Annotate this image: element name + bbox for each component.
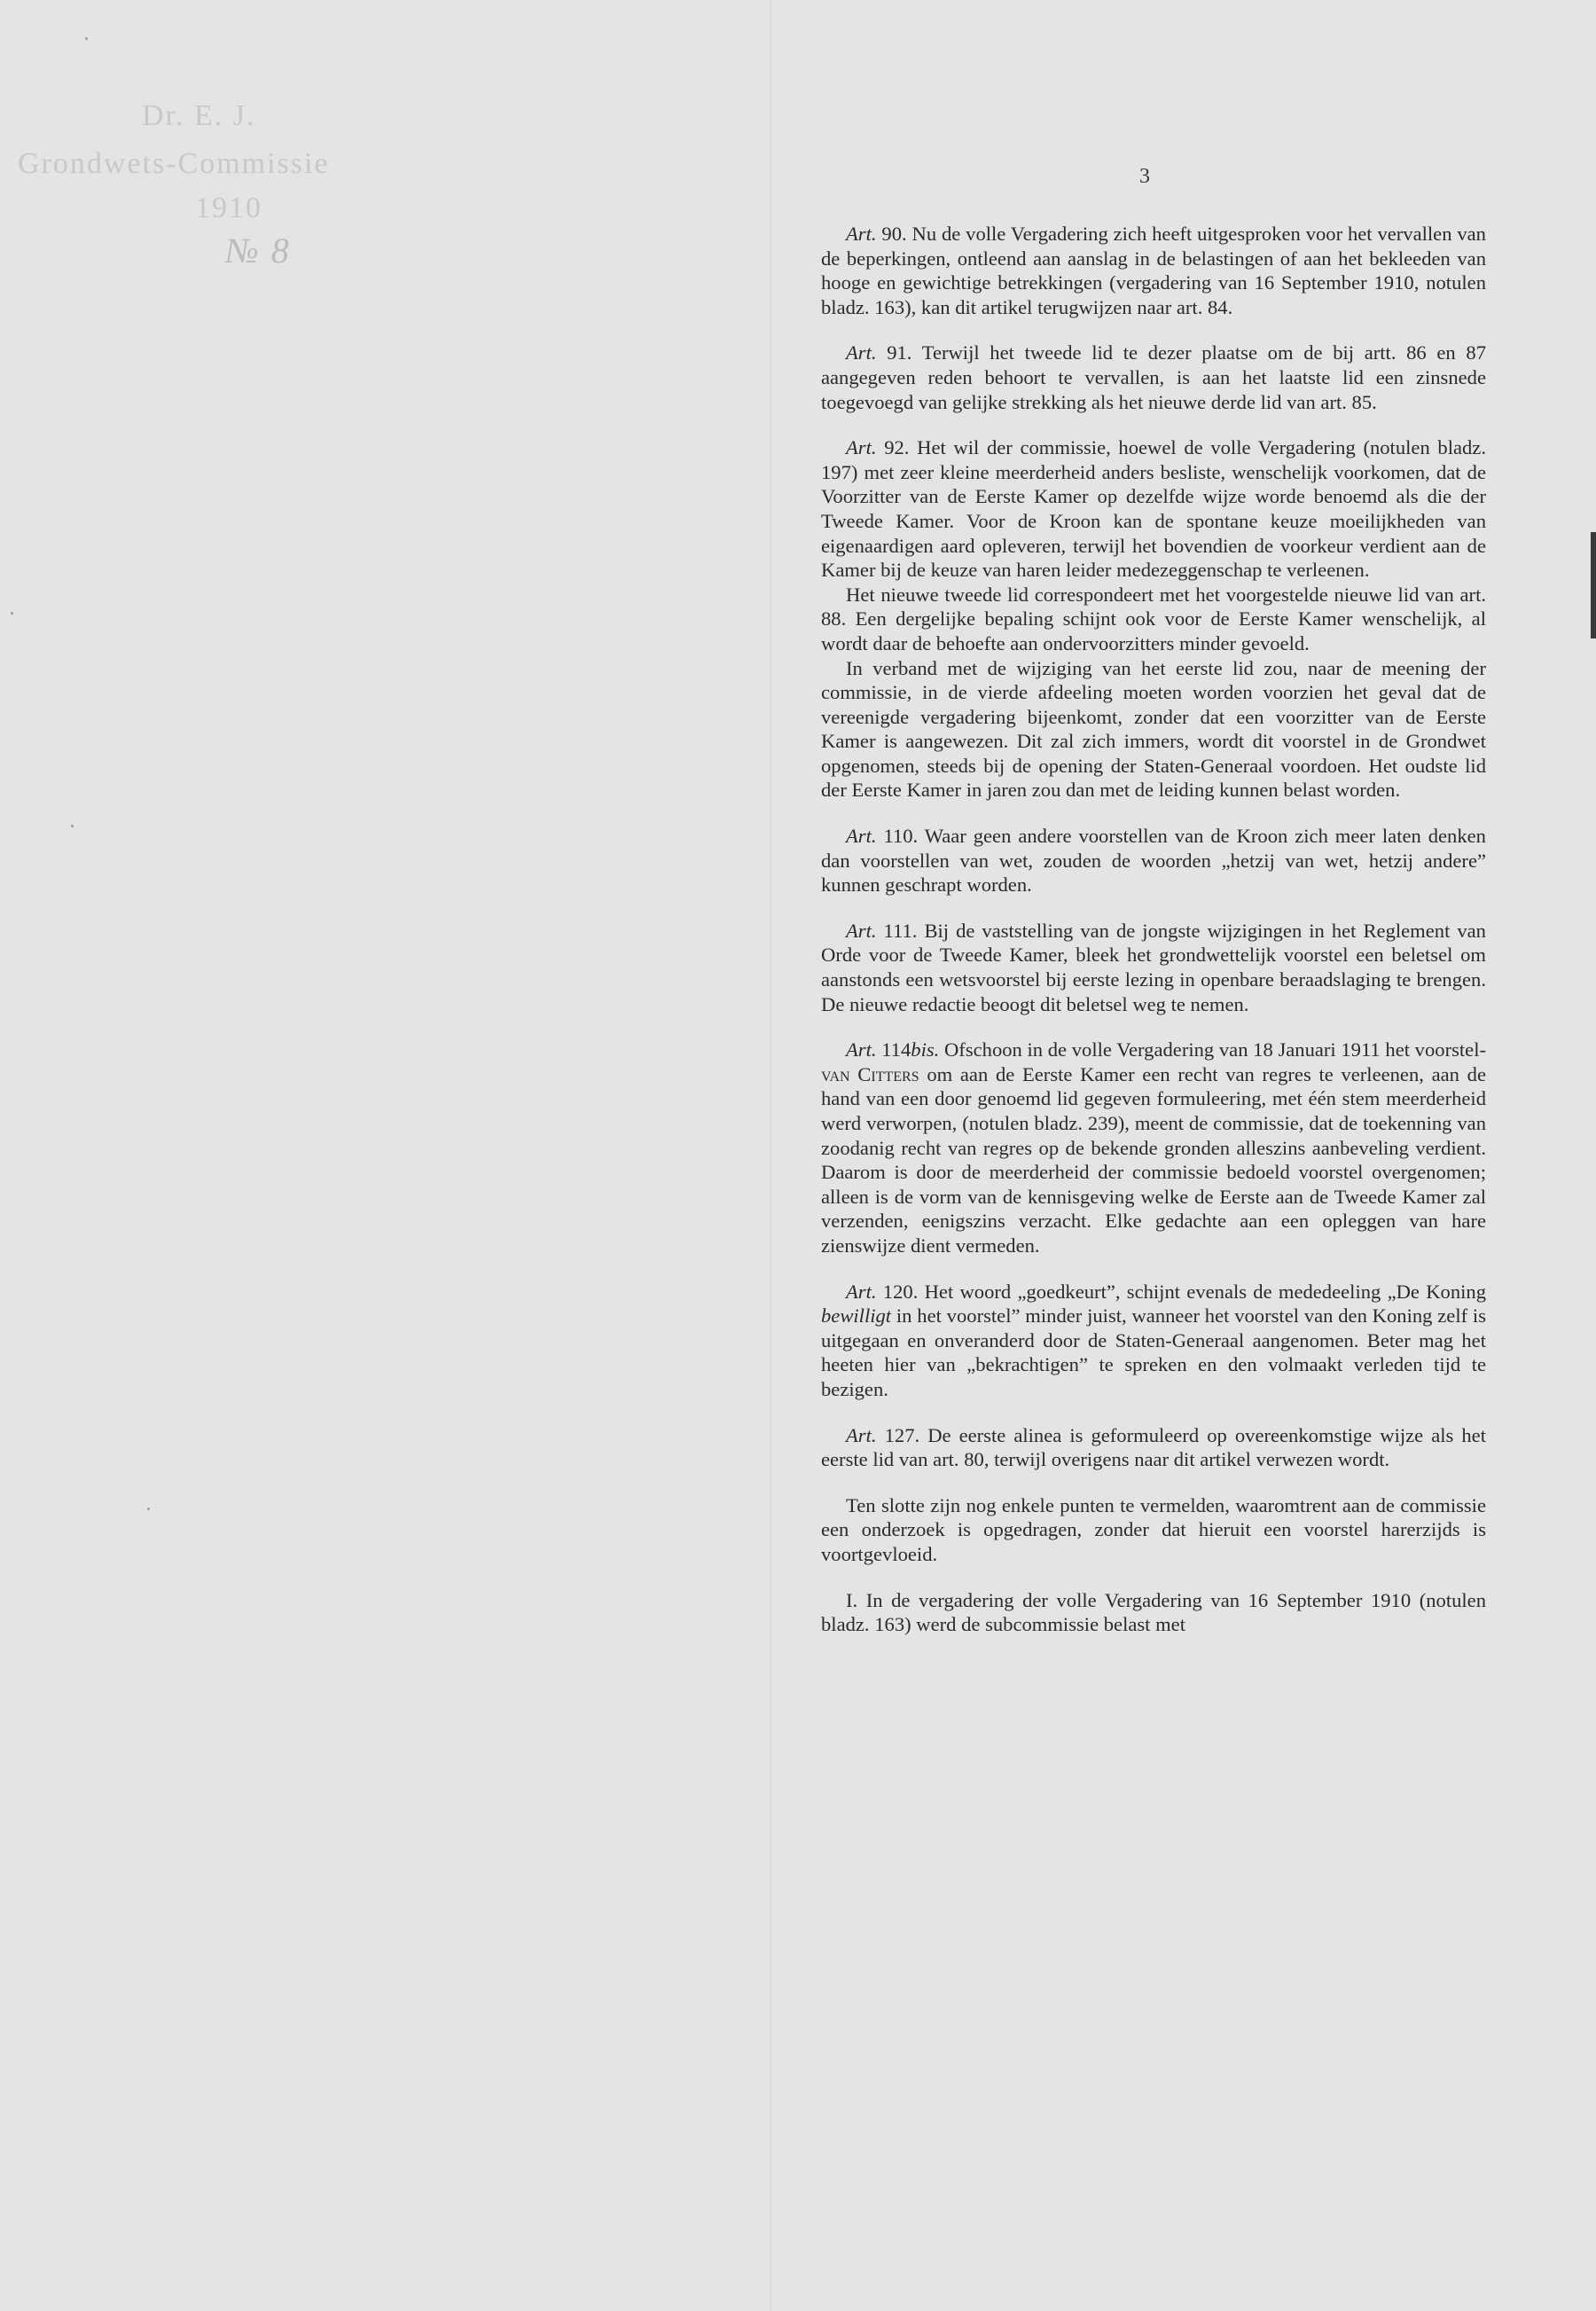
paragraph-art-114bis [821, 1038, 1486, 1257]
paragraph-art-92-cont-1 [821, 583, 1486, 656]
page-number: 3 [1139, 165, 1150, 188]
article-number: 111. [883, 919, 918, 942]
paragraph-text: Nu de volle Vergadering zich heeft uitgesproken voor het vervallen van de beperkingen, ontleend aan aanslag in de belastingen of aan het bekleeden van hooge en gewichtige betrekkingen (vergadering van 16 September 1910, notulen bladz. 163), kan dit artikel terugwijzen naar art. 84. [821, 223, 1486, 318]
paragraph-text: Terwijl het tweede lid te dezer plaatse om de bij artt. 86 en 87 aangegeven reden behoort te vervallen, is aan het laatste lid een zinsnede toegevoegd van gelijke strekking als het nieuwe derde lid van art. 85. [821, 341, 1486, 413]
paragraph-art-127 [821, 1423, 1486, 1472]
paragraph-text: Ofschoon in de volle Vergadering van 18 Januari 1911 het voorstel- [943, 1038, 1486, 1061]
article-label: Art. [846, 919, 877, 942]
paragraph-text: In verband met de wijziging van het eerste lid zou, naar de meening der commissie, in de vierde afdeeling moeten worden voorzien het geval dat de vereenigde vergadering bijeenkomt, zonder dat een voorzitter van de Eerste Kamer is aangewezen. Dit zal zich immers, wordt dit voorstel in de Grondwet opgenomen, steeds bij de opening der Staten-Generaal voordoen. Het oudste lid der Eerste Kamer in jaren zou dan met de leiding kunnen belast worden. [821, 656, 1486, 802]
article-label: Art. [846, 1280, 877, 1303]
article-number: 127. [884, 1423, 920, 1446]
paragraph-art-111 [821, 919, 1486, 1016]
speck [147, 1508, 150, 1510]
article-label: Art. [846, 1423, 877, 1446]
article-number: 110. [883, 825, 919, 848]
paragraph-art-110 [821, 824, 1486, 897]
paragraph-text: Bij de vaststelling van de jongste wijzigingen in het Reglement van Orde voor de Tweede Kamer, bleek het grondwettelijk voorstel een beletsel om aanstonds een wetsvoorstel bij eerste lezing in openbare beraadslaging te brengen. De nieuwe redactie beoogt dit beletsel weg te nemen. [821, 919, 1486, 1015]
article-number: 114 [881, 1038, 911, 1061]
paragraph-art-91 [821, 341, 1486, 414]
article-label: Art. [846, 825, 877, 848]
speck [11, 612, 13, 615]
article-number: 90. [881, 223, 907, 245]
article-number: 92. [884, 436, 910, 459]
article-label: Art. [846, 341, 877, 364]
speck [85, 37, 88, 40]
paragraph-text: De eerste alinea is geformuleerd op overeenkomstige wijze als het eerste lid van art. 80, terwijl overigens naar dit artikel verwezen wordt. [821, 1423, 1486, 1471]
article-number: 91. [887, 341, 912, 364]
archive-stamp [18, 98, 399, 275]
paragraph-text: Het nieuwe tweede lid correspondeert met het voorgestelde nieuwe lid van art. 88. Een dergelijke bepaling schijnt ook voor de Eerste Kamer wenschelijk, al wordt daar de behoefte aan ondervoorzitters minder gevoeld. [821, 583, 1486, 654]
paragraph-art-90 [821, 222, 1486, 319]
article-number: 120. [882, 1280, 919, 1303]
paragraph-text: Het wil der commissie, hoewel de volle Vergadering (notulen bladz. 197) met zeer kleine meerderheid anders besliste, wenschelijk voorkomen, dat de Voorzitter van de Eerste Kamer op dezelfde wijze worde benoemd als die der Tweede Kamer. Voor de Kroon kan de spontane keuze moeilijkheden van eigenaardigen aard opleveren, terwijl het bovendien de voorkeur verdient aan de Kamer bij de keuze van haren leider medezeggenschap te verleenen. [821, 436, 1486, 582]
stamp-number: № 8 [225, 231, 291, 270]
text-column [821, 222, 1486, 1637]
person-name: van Citters [821, 1062, 919, 1085]
article-label: Art. [846, 223, 877, 245]
paragraph-text: Waar geen andere voorstellen van de Kroon zich meer laten denken dan voorstellen van wet, zouden de woorden „hetzij van wet, hetzij andere” kunnen geschrapt worden. [821, 825, 1486, 897]
paragraph-text: Ten slotte zijn nog enkele punten te vermelden, waaromtrent aan de commissie een onderzoek is opgedragen, zonder dat hieruit een voorstel harerzijds is voortgevloeid. [821, 1493, 1486, 1565]
paragraph-text: in het voorstel” minder juist, wanneer het voorstel van den Koning zelf is uitgegaan en onveranderd door de Staten-Generaal aangenomen. Beter mag het heeten hier van „bekrachtigen” te spreken en den volmaakt verleden tijd te bezigen. [821, 1304, 1486, 1400]
paragraph-point-1 [821, 1588, 1486, 1637]
paragraph-art-92-cont-2 [821, 656, 1486, 803]
paragraph-text: Het woord „goedkeurt”, schijnt evenals de mededeeling „De Koning [924, 1280, 1486, 1303]
stamp-line-2: Grondwets-Commissie [18, 147, 330, 180]
page-edge-mark [1591, 532, 1596, 638]
paragraph-text: I. In de vergadering der volle Vergadering van 16 September 1910 (notulen bladz. 163) werd de subcommissie belast met [821, 1588, 1486, 1636]
paragraph-text: om aan de Eerste Kamer een recht van regres te verleenen, aan de hand van een door genoemd lid gegeven formuleering, met één stem meerderheid werd verworpen, (notulen bladz. 239), meent de commissie, dat de toekenning van zoodanig recht van regres op de bekende gronden alleszins aanbeveling verdient. Daarom is door de meerderheid der commissie bedoeld voorstel overgenomen; alleen is de vorm van de kennisgeving welke de Eerste aan de Tweede Kamer zal verzenden, eenigszins verzacht. Elke gedachte aan een opleggen van hare zienswijze dient vermeden. [821, 1062, 1486, 1257]
paragraph-art-120 [821, 1280, 1486, 1402]
stamp-line-3: 1910 [195, 192, 262, 224]
paragraph-closing-intro [821, 1493, 1486, 1567]
article-label: Art. [846, 1038, 877, 1061]
article-suffix: bis. [911, 1038, 940, 1061]
paragraph-art-92 [821, 435, 1486, 583]
speck [71, 825, 74, 827]
stamp-line-1: Dr. E. J. [142, 99, 256, 132]
page-fold [770, 0, 771, 2311]
emphasized-word: bewilligt [821, 1304, 892, 1328]
article-label: Art. [846, 436, 877, 459]
